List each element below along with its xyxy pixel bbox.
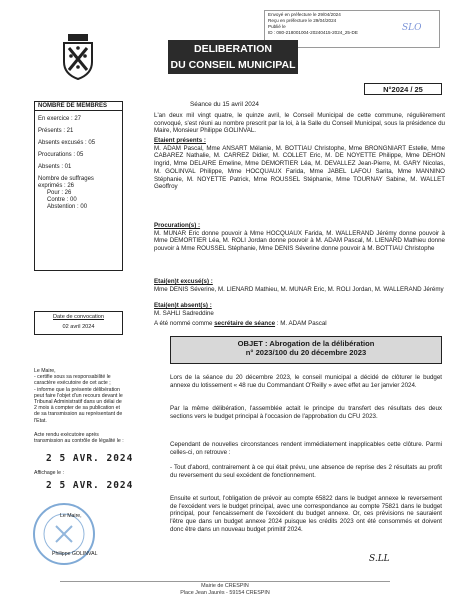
- affichage-date-stamp: 2 5 AVR. 2024: [46, 480, 134, 491]
- presents-title: Etaient présents :: [154, 137, 206, 144]
- page-initials: S.LL: [369, 554, 390, 564]
- excuses-block: [154, 278, 445, 293]
- procurations-block: [154, 222, 445, 253]
- members-header: NOMBRE DE MEMBRES: [35, 102, 122, 111]
- transmission-date-stamp: 2 5 AVR. 2024: [46, 453, 134, 464]
- members-box: [34, 101, 123, 271]
- title-line-1: DELIBERATION: [194, 43, 272, 55]
- paragraph-3: Cependant de nouvelles circonstances rendent immédiatement inapplicables cette clôture. Parmi celles-ci, on retrouve :: [170, 441, 442, 456]
- members-procurations: Procurations : 05: [38, 152, 84, 158]
- paragraph-4: - Tout d'abord, contrairement à ce qui était prévu, une absence de reprise des 2 résultats au profit du reversement du seul excédent de fonctionnement.: [170, 464, 442, 479]
- members-pour: Pour : 26: [47, 190, 72, 196]
- title-line-2: DU CONSEIL MUNICIPAL: [170, 59, 296, 71]
- presents-block: [154, 137, 445, 191]
- procurations-title: Procuration(s) :: [154, 222, 201, 229]
- members-en-exercice: En exercice : 27: [38, 116, 82, 122]
- footer-line-2: Place Jean Jaurès - 59154 CRESPIN: [180, 589, 270, 596]
- secretaire-suffix: : M. ADAM Pascal: [275, 320, 327, 327]
- presents-list: M. ADAM Pascal, Mme ANSART Mélanie, M. BOTTIAU Christophe, Mme BRONGNIART Estelle, Mme CABAREZ Nathalie, M. CARREZ Didier, M. COLLET Eric, M. DE NOYETTE Philippe, Mme DEHON Ingrid, Mme DELAIRE Emeline, Mme DEMORTIER Léa, M. DEVALLEZ Jean-Pierre, M. GARY Nicolas, M. GOLINVAL Philippe, Mme HOCQUAUX Farida, Mme JABEL LAFOU Sarita, Mme MANNINO Stéphanie, M. NOYETTE Patrick, Mme ROUSSEL Stéphanie, Mme TOURNAY Sabine, M. WALLET Geoffroy: [154, 144, 445, 191]
- transmission-label: Acte rendu exécutoire après transmission au contrôle de légalité le :: [34, 432, 124, 445]
- seance-date: Séance du 15 avril 2024: [190, 101, 259, 108]
- absents-block: [154, 302, 445, 317]
- objet-line-1: OBJET : Abrogation de la délibération: [237, 339, 375, 348]
- excuses-list: Mme DENIS Séverine, M. LIENARD Mathieu, M. MUNAR Eric, M. ROLI Jordan, M. WALLERAND Jérémy: [154, 285, 444, 293]
- mayor-name: Philippe GOLINVAL: [52, 551, 98, 557]
- secretaire-label: secrétaire de séance: [214, 320, 276, 327]
- convocation-box: [34, 311, 123, 335]
- absents-title: Etai(en)t absent(s) :: [154, 302, 212, 309]
- stamp-line: Envoyé en préfecture le 29/04/2024: [268, 12, 341, 17]
- intro-paragraph: L'an deux mil vingt quatre, le quinze avril, le Conseil Municipal de cette commune, régulièrement convoqué, s'est réuni au nombre prescrit par la loi, à la Salle du Conseil Municipal, sous la présidence du Maire, Monsieur Philippe GOLINVAL.: [154, 112, 445, 135]
- secretaire-line: [154, 320, 445, 328]
- convocation-label: Date de convocation: [53, 314, 104, 320]
- deliberation-number: N°2024 / 25: [364, 83, 442, 95]
- town-crest-icon: [61, 34, 95, 80]
- members-absents: Absents : 01: [38, 164, 72, 170]
- affichage-label: Affichage le :: [34, 470, 64, 476]
- absents-list: M. SAHLI Sadreddine: [154, 309, 214, 317]
- procurations-list: M. MUNAR Eric donne pouvoir à Mme HOCQUAUX Farida, M. WALLERAND Jérémy donne pouvoir à Mme DEMORTIER Léa, M. ROLI Jordan donne pouvoir à M. ADAM Pascal, M. LIENARD Mathieu donne pouvoir à Mme ROUSSEL Stéphanie, Mme DENIS Séverine donne pouvoir à M. BOTTIAU Christophe: [154, 229, 445, 253]
- mayor-certification-note: Le Maire, - certifie sous sa responsabilité le caractère exécutoire de cet acte ; - informe que la présente délibération peut faire l'objet d'un recours devant le Tribunal Administratif dans un délai de 2 mois à compter de sa publication et de sa transmission au représentant de l'Etat.: [34, 368, 123, 424]
- footer-divider: [60, 581, 390, 582]
- excuses-title: Etai(en)t excusé(s) :: [154, 278, 213, 285]
- stamp-initials: SLO: [402, 23, 422, 33]
- document-title: [168, 40, 298, 74]
- paragraph-1: Lors de la séance du 20 décembre 2023, le conseil municipal a décidé de clôturer le budget annexe du lotissement « 48 rue du Commandant O'Reilly » avec effet au 1er janvier 2024.: [170, 374, 442, 389]
- stamp-line: Reçu en préfecture le 29/04/2024: [268, 18, 337, 23]
- page-footer: [150, 583, 300, 596]
- paragraph-5: Ensuite et surtout, l'obligation de prévoir au compte 65822 dans le budget annexe le reversement de l'excédent vers le budget principal, avec une correspondance au compte 75821 dans le budget principal, pour l'encaissement de l'excédent du budget annexe. Or, ces prévisions ne sauraient l'être que dans un budget annexe 2024 puisque les crédits 2023 ont été consommés et doivent donc être dans un nouveau budget primitif 2024.: [170, 495, 442, 533]
- objet-line-2: n° 2023/100 du 20 décembre 2023: [245, 348, 367, 357]
- mayor-title: Le Maire,: [60, 513, 82, 519]
- members-presents: Présents : 21: [38, 128, 74, 134]
- members-votants: Nombre de suffrages exprimés : 26: [38, 176, 94, 189]
- stamp-line: ID : 080-218001004-20240415-2024_25-DE: [268, 30, 358, 35]
- members-contre: Contre : 00: [47, 197, 77, 203]
- footer-line-1: Mairie de CRESPIN: [201, 583, 249, 589]
- members-absents-excuses: Absents excusés : 05: [38, 140, 96, 146]
- members-abstention: Abstention : 00: [47, 204, 88, 210]
- paragraph-2: Par la même délibération, l'assemblée actait le principe du transfert des résultats des deux sections vers le budget principal à l'occasion de l'approbation du CFU 2023.: [170, 405, 442, 420]
- stamp-line: Publié le: [268, 24, 286, 29]
- secretaire-prefix: A été nommé comme: [154, 320, 215, 327]
- convocation-date: 02 avril 2024: [62, 324, 95, 330]
- objet-box: [170, 336, 442, 364]
